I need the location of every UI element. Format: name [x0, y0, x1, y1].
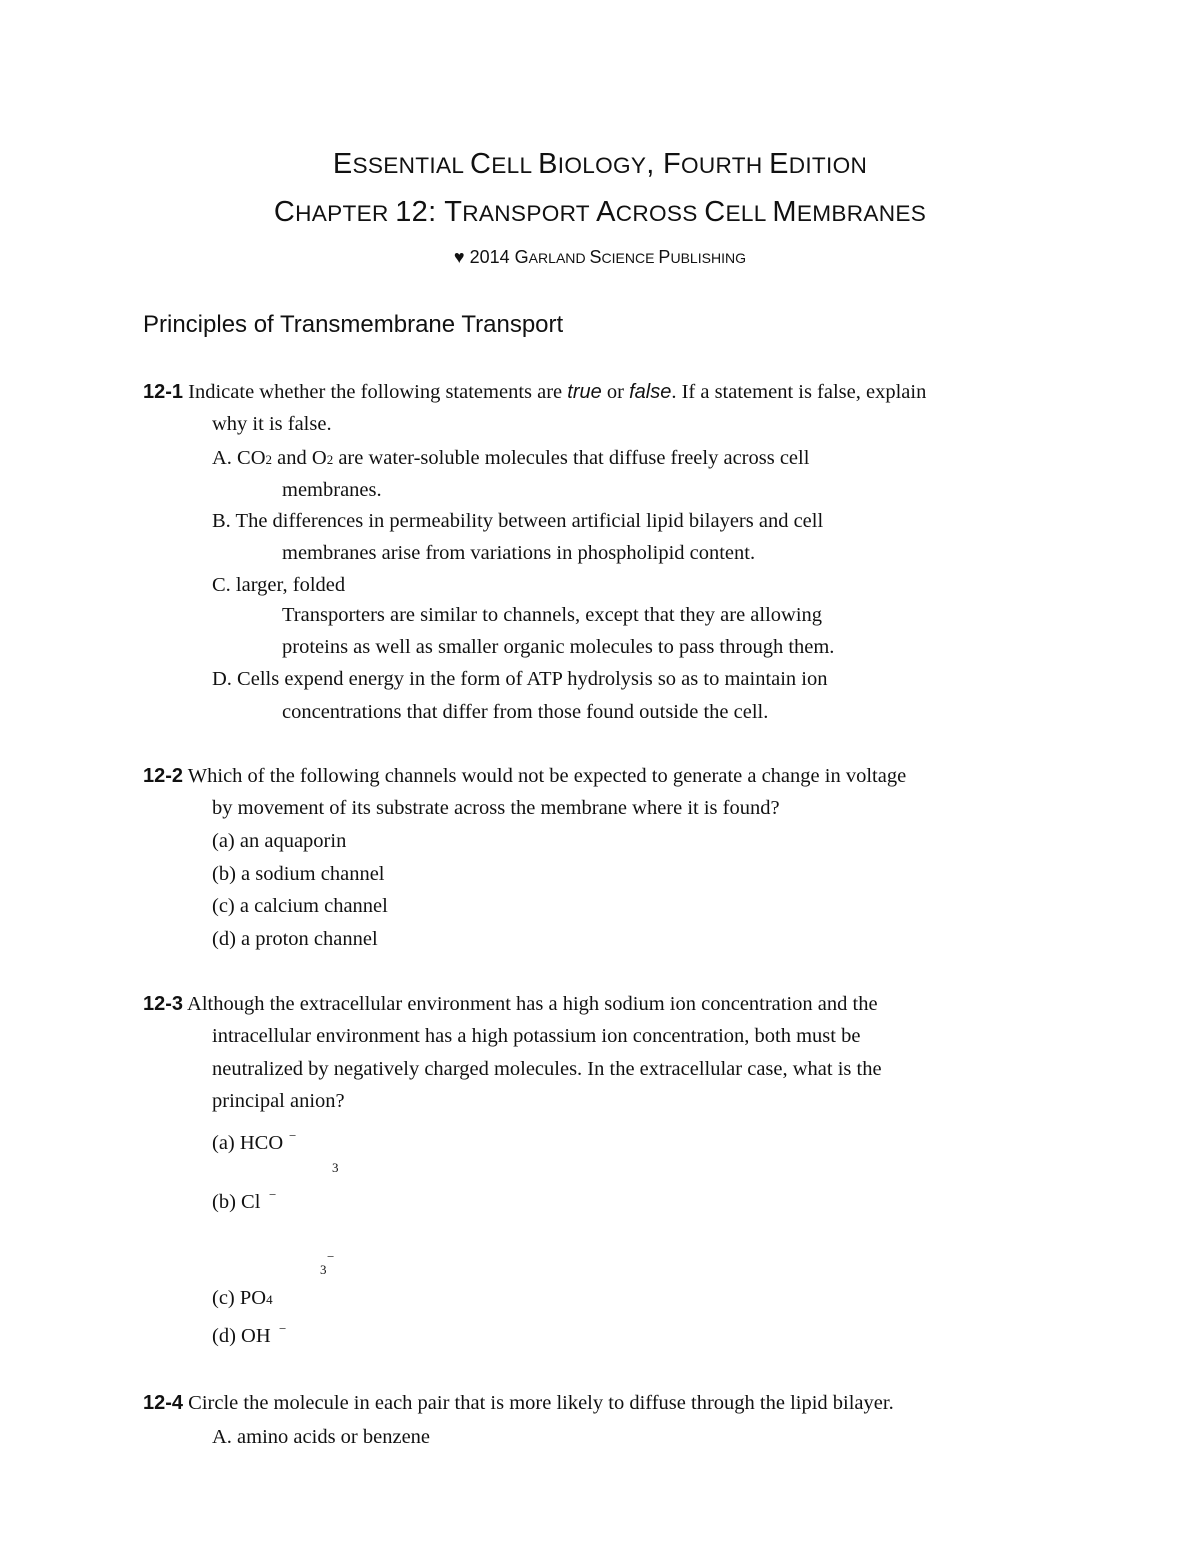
- statement-b-line-2: membranes arise from variations in phospholipid content.: [282, 542, 756, 564]
- charge-superscript: −: [279, 1321, 287, 1336]
- question-number: 12-1: [143, 381, 184, 403]
- question-12-4-line-1: 12-4 Circle the molecule in each pair that is more likely to diffuse through the lipid bilayer.: [143, 1392, 894, 1414]
- charge-superscript: −: [327, 1249, 335, 1264]
- option-b: (b) Cl: [212, 1191, 261, 1213]
- subscript-3: 3: [332, 1160, 339, 1175]
- option-a: (a) HCO: [212, 1132, 284, 1154]
- statement-d-line-2: concentrations that differ from those found outside the cell.: [282, 701, 769, 723]
- book-title: ESSENTIAL CELL BIOLOGY, FOURTH EDITION: [332, 148, 868, 180]
- option-a: (a) an aquaporin: [212, 830, 347, 852]
- statement-c-answer: C. larger, folded: [212, 574, 346, 596]
- statement-c-line-2: proteins as well as smaller organic molecules to pass through them.: [282, 636, 835, 658]
- statement-a-line-2: membranes.: [282, 479, 382, 501]
- statement-c-line-1: Transporters are similar to channels, except that they are allowing: [282, 604, 823, 626]
- question-12-2-line-2: by movement of its substrate across the membrane where it is found?: [212, 797, 780, 819]
- statement-b-line-1: B. The differences in permeability between artificial lipid bilayers and cell: [212, 510, 824, 532]
- question-12-3-line-2: intracellular environment has a high potassium ion concentration, both must be: [212, 1025, 861, 1047]
- option-b: (b) a sodium channel: [212, 863, 385, 885]
- option-d: (d) OH: [212, 1325, 271, 1347]
- question-number: 12-3: [143, 993, 184, 1015]
- statement-d-line-1: D. Cells expend energy in the form of ATP hydrolysis so as to maintain ion: [212, 668, 828, 690]
- option-d: (d) a proton channel: [212, 928, 378, 950]
- question-number: 12-4: [143, 1392, 184, 1414]
- option-c: (c) a calcium channel: [212, 895, 388, 917]
- copyright-line: ♥ 2014 GARLAND SCIENCE PUBLISHING: [453, 247, 747, 267]
- pair-a: A. amino acids or benzene: [212, 1426, 431, 1448]
- question-12-1-line-2: why it is false.: [212, 413, 332, 435]
- charge-superscript: −: [289, 1128, 297, 1143]
- superscript-3: 3: [320, 1262, 327, 1277]
- question-12-3-line-3: neutralized by negatively charged molecules. In the extracellular case, what is the: [212, 1058, 882, 1080]
- chapter-title: CHAPTER 12: TRANSPORT ACROSS CELL MEMBRANES: [273, 196, 927, 228]
- question-12-1-line-1: 12-1 Indicate whether the following statements are true or false. If a statement is false, explain: [143, 381, 927, 403]
- statement-a-line-1: A. CO2 and O2 are water-soluble molecules that diffuse freely across cell: [212, 447, 810, 469]
- question-12-3-line-4: principal anion?: [212, 1090, 345, 1112]
- question-12-3-line-1: 12-3 Although the extracellular environment has a high sodium ion concentration and the: [143, 993, 878, 1015]
- charge-superscript: −: [269, 1187, 277, 1202]
- question-number: 12-2: [143, 765, 184, 787]
- option-c: (c) PO4: [212, 1287, 273, 1309]
- question-12-2-line-1: 12-2 Which of the following channels would not be expected to generate a change in voltage: [143, 765, 907, 787]
- section-title: Principles of Transmembrane Transport: [143, 311, 564, 338]
